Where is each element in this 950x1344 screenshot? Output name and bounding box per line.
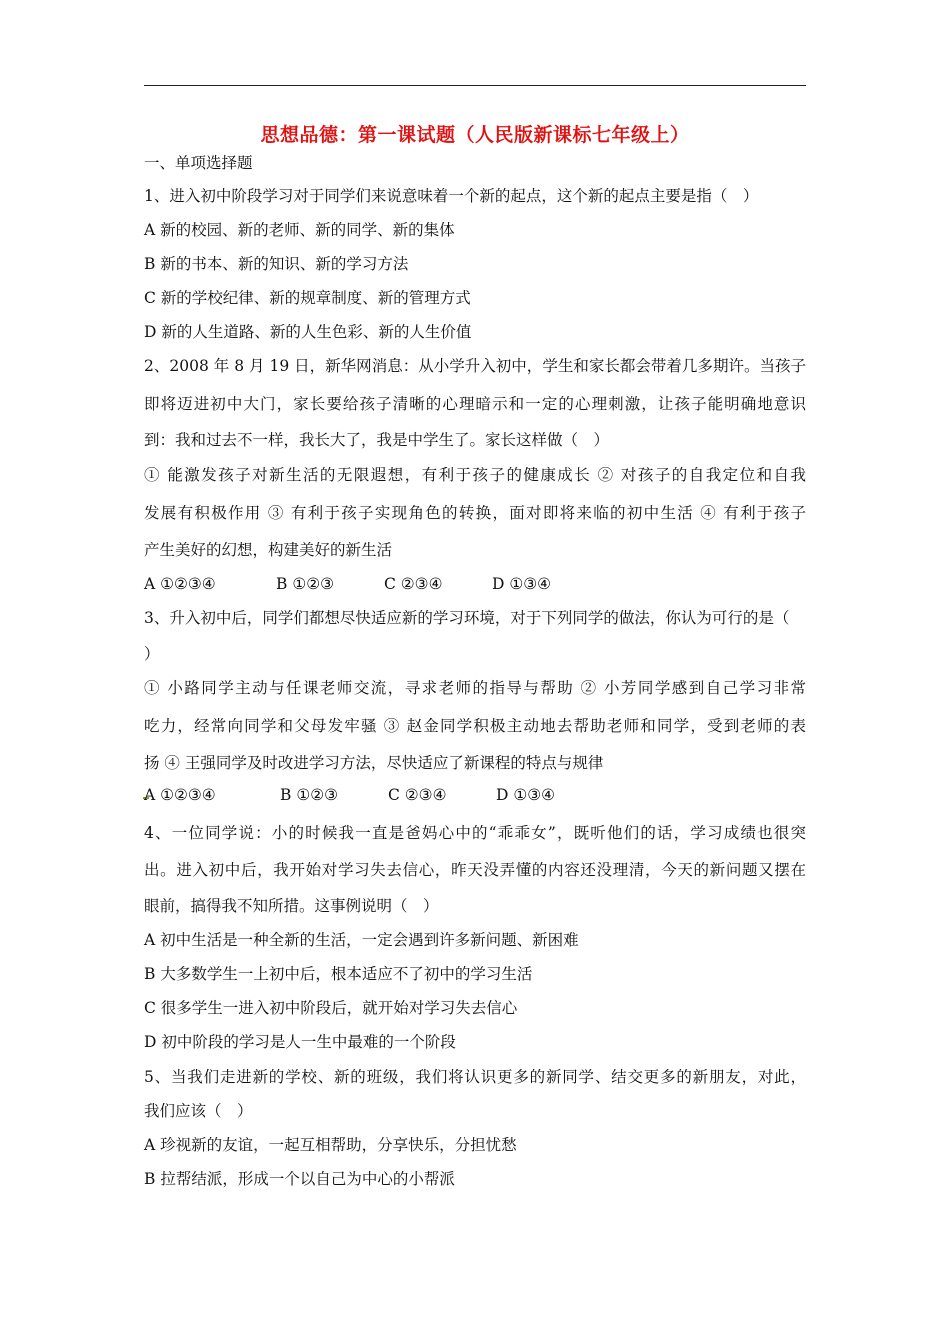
question-2-stem-line-3: 到：我和过去不一样，我长大了，我是中学生了。家长这样做（ ）: [144, 431, 610, 449]
section-heading: 一、单项选择题: [144, 154, 253, 172]
question-2-stem-line-1: 2、2008 年 8 月 19 日，新华网消息：从小学升入初中，学生和家长都会带着几多期许。当孩子: [144, 357, 806, 375]
question-1-option-c: C 新的学校纪律、新的规章制度、新的管理方式: [144, 289, 471, 307]
question-4-option-b: B 大多数学生一上初中后，根本适应不了初中的学习生活: [144, 965, 533, 983]
question-2-statement-line-3: 产生美好的幻想，构建美好的新生活: [144, 541, 393, 559]
question-1-option-a: A 新的校园、新的老师、新的同学、新的集体: [144, 221, 455, 239]
question-5-stem-line-1: 5、当我们走进新的学校、新的班级，我们将认识更多的新同学、结交更多的新朋友，对此，: [144, 1068, 806, 1086]
question-3-statement-line-1: ① 小路同学主动与任课老师交流，寻求老师的指导与帮助 ② 小芳同学感到自己学习非常: [144, 679, 806, 697]
question-3-choice-c: C ②③④: [388, 786, 447, 804]
question-1-stem: 1、进入初中阶段学习对于同学们来说意味着一个新的起点，这个新的起点主要是指（ ）: [144, 187, 759, 205]
question-4-stem-line-2: 出。进入初中后，我开始对学习失去信心，昨天没弄懂的内容还没理清，今天的新问题又摆在: [144, 861, 806, 879]
question-3-statement-line-2: 吃力，经常向同学和父母发牢骚 ③ 赵金同学积极主动地去帮助老师和同学，受到老师的表: [144, 717, 806, 735]
question-4-option-d: D 初中阶段的学习是人一生中最难的一个阶段: [144, 1033, 456, 1051]
question-2-statement-line-1: ① 能激发孩子对新生活的无限遐想，有利于孩子的健康成长 ② 对孩子的自我定位和自我: [144, 466, 806, 484]
page-title: 思想品德：第一课试题（人民版新课标七年级上）: [260, 124, 690, 146]
question-2-choice-d: D ①③④: [492, 575, 552, 593]
question-2-choice-c: C ②③④: [384, 575, 443, 593]
question-3-options: [144, 785, 806, 805]
question-3-choice-b: B ①②③: [280, 786, 339, 804]
question-4-stem-line-3: 眼前，搞得我不知所措。这事例说明（ ）: [144, 897, 439, 915]
question-5-stem-line-2: 我们应该（ ）: [144, 1102, 253, 1120]
question-4-option-c: C 很多学生一进入初中阶段后，就开始对学习失去信心: [144, 999, 518, 1017]
question-2-statement-line-2: 发展有积极作用 ③ 有利于孩子实现角色的转换，面对即将来临的初中生活 ④ 有利于孩子: [144, 504, 806, 522]
question-5-option-a: A 珍视新的友谊，一起互相帮助，分享快乐，分担忧愁: [144, 1136, 517, 1154]
question-3-statement-line-3: 扬 ④ 王强同学及时改进学习方法，尽快适应了新课程的特点与规律: [144, 754, 604, 772]
question-5-option-b: B 拉帮结派，形成一个以自己为中心的小帮派: [144, 1170, 455, 1188]
question-3-stem-line-1: 3、升入初中后，同学们都想尽快适应新的学习环境，对于下列同学的做法，你认为可行的是（: [144, 609, 790, 627]
question-1-option-b: B 新的书本、新的知识、新的学习方法: [144, 255, 409, 273]
question-4-option-a: A 初中生活是一种全新的生活，一定会遇到许多新问题、新困难: [144, 931, 579, 949]
question-2-stem-line-2: 即将迈进初中大门，家长要给孩子清晰的心理暗示和一定的心理刺激，让孩子能明确地意识: [144, 395, 806, 413]
question-2-choice-b: B ①②③: [276, 575, 335, 593]
question-3-stem-line-2: ）: [144, 645, 160, 663]
question-2-choice-a: A ①②③④: [144, 575, 216, 593]
question-2-options: [144, 574, 806, 594]
question-4-stem-line-1: 4、一位同学说：小的时候我一直是爸妈心中的“乖乖女”，既听他们的话，学习成绩也很突: [144, 824, 806, 842]
question-1-option-d: D 新的人生道路、新的人生色彩、新的人生价值: [144, 323, 472, 341]
header-rule: [144, 85, 806, 86]
question-3-choice-a: A ①②③④: [144, 786, 216, 804]
question-3-choice-d: D ①③④: [496, 786, 556, 804]
